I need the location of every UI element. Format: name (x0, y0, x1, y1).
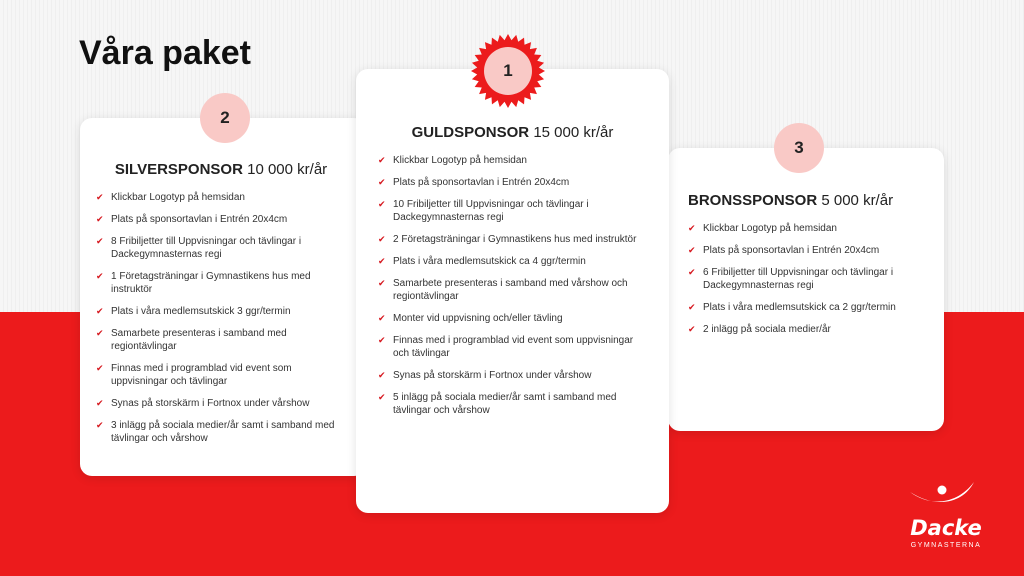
checkmark-icon: ✔ (688, 267, 696, 277)
checkmark-icon: ✔ (688, 245, 696, 255)
gold-package-card (356, 69, 669, 513)
checkmark-icon: ✔ (378, 177, 386, 187)
checkmark-icon: ✔ (378, 234, 386, 244)
checkmark-icon: ✔ (96, 214, 104, 224)
bronze-package-price: 5 000 kr/år (821, 192, 894, 209)
bronze-package-title (688, 192, 926, 209)
checkmark-icon: ✔ (96, 420, 104, 430)
checkmark-icon: ✔ (378, 335, 386, 345)
feature-item: ✔ 5 inlägg på sociala medier/år samt i samband med tävlingar och vårshow (378, 392, 617, 416)
bronze-rank-badge: 3 (774, 123, 824, 173)
gold-feature-list (378, 154, 647, 417)
silver-package-card (80, 118, 366, 476)
feature-item: ✔ 8 Fribiljetter till Uppvisningar och tävlingar i Dackegymnasternas regi (96, 236, 302, 260)
checkmark-icon: ✔ (378, 256, 386, 266)
checkmark-icon: ✔ (688, 324, 696, 334)
page-title: Våra paket (79, 34, 251, 72)
silver-package-price: 10 000 kr/år (247, 161, 328, 178)
checkmark-icon: ✔ (96, 328, 104, 338)
feature-item: ✔ Klickbar Logotyp på hemsidan (378, 155, 527, 166)
feature-item: ✔ Samarbete presenteras i samband med vårshow och regiontävlingar (378, 278, 628, 302)
silver-rank-badge: 2 (200, 93, 250, 143)
feature-item: ✔ Klickbar Logotyp på hemsidan (688, 223, 837, 234)
checkmark-icon: ✔ (378, 392, 386, 402)
checkmark-icon: ✔ (378, 370, 386, 380)
feature-item: ✔ 3 inlägg på sociala medier/år samt i samband med tävlingar och vårshow (96, 420, 335, 444)
gold-package-title (378, 124, 647, 141)
feature-item: ✔ 2 Företagsträningar i Gymnastikens hus med instruktör (378, 234, 637, 245)
checkmark-icon: ✔ (96, 306, 104, 316)
gold-rank-number: 1 (503, 61, 513, 80)
checkmark-icon: ✔ (96, 363, 104, 373)
checkmark-icon: ✔ (378, 313, 386, 323)
feature-item: ✔ Synas på storskärm i Fortnox under vårshow (378, 370, 592, 381)
gold-package-price: 15 000 kr/år (533, 124, 614, 141)
checkmark-icon: ✔ (378, 199, 386, 209)
feature-item: ✔ Samarbete presenteras i samband med regiontävlingar (96, 328, 287, 352)
feature-item: ✔ Plats i våra medlemsutskick ca 4 ggr/termin (378, 256, 586, 267)
checkmark-icon: ✔ (96, 236, 104, 246)
silver-package-name: SILVERSPONSOR (114, 161, 243, 178)
feature-item: ✔ 6 Fribiljetter till Uppvisningar och tävlingar i Dackegymnasternas regi (688, 267, 894, 291)
feature-item: ✔ 2 inlägg på sociala medier/år (688, 324, 831, 335)
feature-item: ✔ 10 Fribiljetter till Uppvisningar och tävlingar i Dackegymnasternas regi (378, 199, 589, 223)
logo-brand-text: Dacke (910, 516, 982, 540)
feature-item: ✔ Plats i våra medlemsutskick ca 2 ggr/termin (688, 302, 896, 313)
feature-item: ✔ Plats i våra medlemsutskick 3 ggr/termin (96, 306, 291, 317)
feature-item: ✔ Klickbar Logotyp på hemsidan (96, 192, 245, 203)
feature-item: ✔ 1 Företagsträningar i Gymnastikens hus med instruktör (96, 271, 311, 295)
bronze-package-card (668, 148, 944, 431)
feature-item: ✔ Plats på sponsortavlan i Entrén 20x4cm (378, 177, 570, 188)
checkmark-icon: ✔ (378, 278, 386, 288)
feature-item: ✔ Finnas med i programblad vid event som uppvisningar och tävlingar (96, 363, 292, 387)
gold-rank-seal (470, 33, 546, 109)
feature-item: ✔ Plats på sponsortavlan i Entrén 20x4cm (96, 214, 288, 225)
gymnast-swoosh-icon (898, 476, 994, 516)
logo-subtitle-text: GYMNASTERNA (910, 542, 982, 549)
silver-feature-list (96, 191, 346, 445)
dacke-logo (898, 476, 994, 556)
checkmark-icon: ✔ (688, 223, 696, 233)
checkmark-icon: ✔ (688, 302, 696, 312)
bronze-feature-list (688, 222, 926, 336)
checkmark-icon: ✔ (378, 155, 386, 165)
feature-item: ✔ Plats på sponsortavlan i Entrén 20x4cm (688, 245, 880, 256)
checkmark-icon: ✔ (96, 192, 104, 202)
bronze-package-name: BRONSSPONSOR (688, 192, 818, 209)
checkmark-icon: ✔ (96, 398, 104, 408)
feature-item: ✔ Monter vid uppvisning och/eller tävling (378, 313, 563, 324)
feature-item: ✔ Synas på storskärm i Fortnox under vårshow (96, 398, 310, 409)
checkmark-icon: ✔ (96, 271, 104, 281)
feature-item: ✔ Finnas med i programblad vid event som uppvisningar och tävlingar (378, 335, 634, 359)
silver-package-title (96, 161, 346, 178)
gold-package-name: GULDSPONSOR (411, 124, 530, 141)
